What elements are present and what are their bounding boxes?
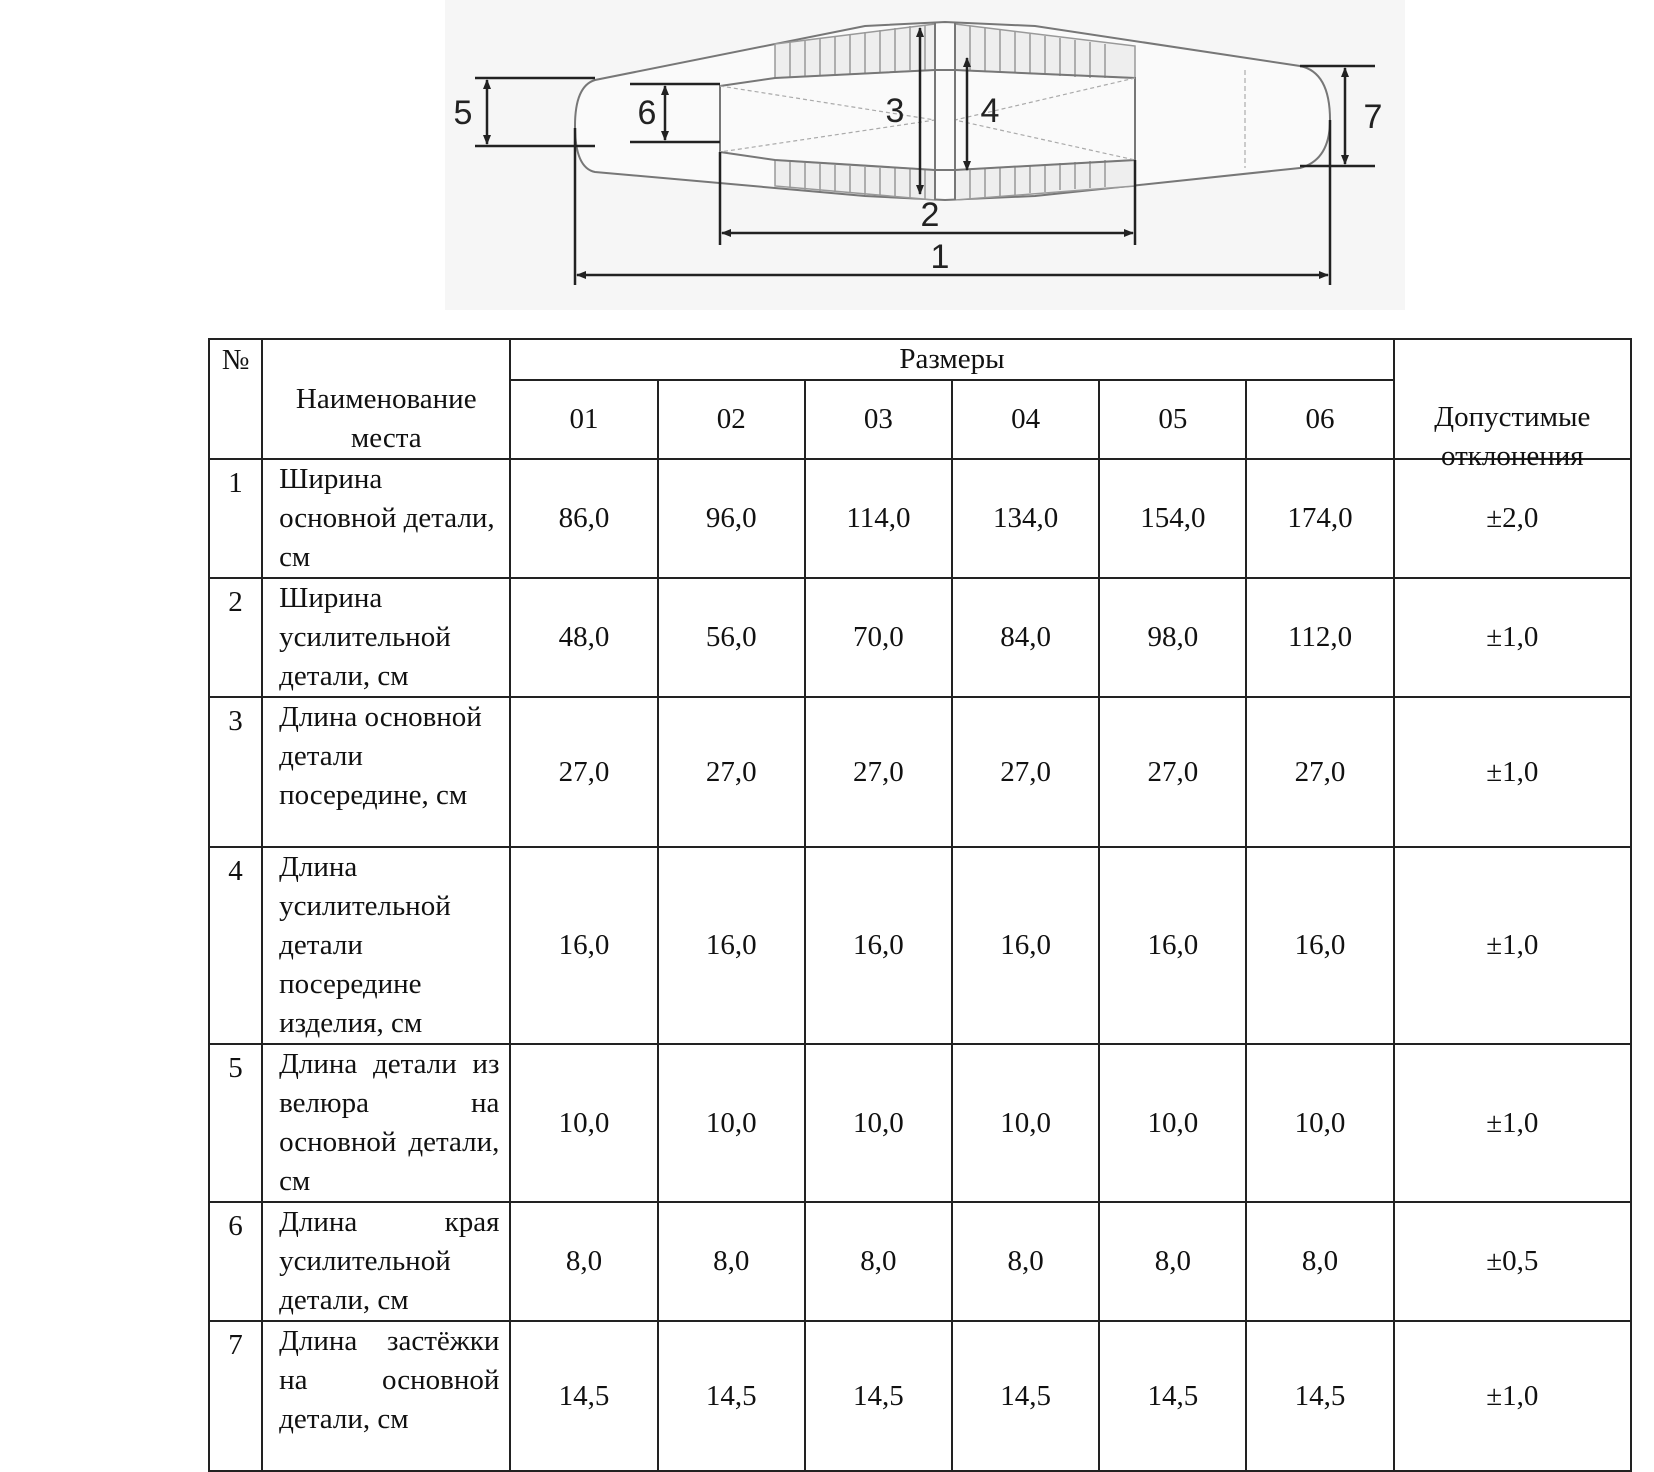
size-value-03: 14,5 — [805, 1321, 952, 1471]
size-value-01: 14,5 — [510, 1321, 657, 1471]
size-value-06: 174,0 — [1246, 459, 1393, 578]
size-value-01: 27,0 — [510, 697, 657, 847]
row-name: Длина края усилительной детали, см — [262, 1202, 510, 1321]
size-value-06: 14,5 — [1246, 1321, 1393, 1471]
dimensions-table-wrapper — [208, 338, 1632, 1472]
row-number: 2 — [209, 578, 262, 697]
size-code-05: 05 — [1099, 380, 1246, 459]
row-name: Длина застёжки на основной детали, см — [262, 1321, 510, 1471]
header-row-sizes — [209, 380, 1631, 459]
header-num-blank — [209, 380, 262, 459]
size-value-01: 86,0 — [510, 459, 657, 578]
size-code-06: 06 — [1246, 380, 1393, 459]
row-tolerance: ±1,0 — [1394, 697, 1631, 847]
size-value-03: 8,0 — [805, 1202, 952, 1321]
size-value-06: 112,0 — [1246, 578, 1393, 697]
size-value-02: 56,0 — [658, 578, 805, 697]
row-tolerance: ±1,0 — [1394, 578, 1631, 697]
dim-label-7: 7 — [1363, 98, 1383, 136]
row-number: 1 — [209, 459, 262, 578]
size-value-05: 16,0 — [1099, 847, 1246, 1044]
table-row — [209, 1202, 1631, 1321]
size-code-01: 01 — [510, 380, 657, 459]
tolerance-label: Допустимые отклонения — [1434, 401, 1591, 472]
size-value-05: 154,0 — [1099, 459, 1246, 578]
row-tolerance: ±1,0 — [1394, 1321, 1631, 1471]
size-code-03: 03 — [805, 380, 952, 459]
size-code-02: 02 — [658, 380, 805, 459]
row-name: Длина усилительной детали посередине изделия, см — [262, 847, 510, 1044]
size-value-05: 27,0 — [1099, 697, 1246, 847]
size-value-02: 14,5 — [658, 1321, 805, 1471]
dim-label-6: 6 — [637, 94, 657, 132]
size-value-02: 27,0 — [658, 697, 805, 847]
size-value-04: 14,5 — [952, 1321, 1099, 1471]
dim-label-3: 3 — [885, 92, 905, 130]
dim-label-1: 1 — [930, 238, 950, 276]
row-name: Длина основной детали посередине, см — [262, 697, 510, 847]
size-value-04: 134,0 — [952, 459, 1099, 578]
size-value-05: 10,0 — [1099, 1044, 1246, 1202]
row-tolerance: ±1,0 — [1394, 1044, 1631, 1202]
header-row-groups — [209, 339, 1631, 380]
table-row — [209, 459, 1631, 578]
size-value-05: 8,0 — [1099, 1202, 1246, 1321]
row-number: 3 — [209, 697, 262, 847]
size-value-05: 14,5 — [1099, 1321, 1246, 1471]
size-code-04: 04 — [952, 380, 1099, 459]
size-value-03: 10,0 — [805, 1044, 952, 1202]
product-drawing — [445, 0, 1405, 310]
dim-label-5: 5 — [453, 94, 473, 132]
size-value-06: 27,0 — [1246, 697, 1393, 847]
belt-diagram — [445, 0, 1405, 310]
size-value-04: 27,0 — [952, 697, 1099, 847]
size-value-01: 48,0 — [510, 578, 657, 697]
table-row — [209, 847, 1631, 1044]
table-row — [209, 697, 1631, 847]
size-value-03: 16,0 — [805, 847, 952, 1044]
row-tolerance: ±2,0 — [1394, 459, 1631, 578]
table-row — [209, 578, 1631, 697]
row-tolerance: ±0,5 — [1394, 1202, 1631, 1321]
row-name: Ширина основной детали, см — [262, 459, 510, 578]
header-name: Наименование места — [262, 380, 510, 459]
table-body — [209, 459, 1631, 1471]
size-value-02: 8,0 — [658, 1202, 805, 1321]
header-tolerance — [1394, 380, 1631, 472]
row-number: 7 — [209, 1321, 262, 1471]
size-value-04: 16,0 — [952, 847, 1099, 1044]
size-value-03: 114,0 — [805, 459, 952, 578]
size-value-06: 16,0 — [1246, 847, 1393, 1044]
size-value-03: 27,0 — [805, 697, 952, 847]
size-value-02: 96,0 — [658, 459, 805, 578]
size-value-04: 8,0 — [952, 1202, 1099, 1321]
row-name: Ширина усилительной детали, см — [262, 578, 510, 697]
table-row — [209, 1321, 1631, 1471]
size-value-04: 10,0 — [952, 1044, 1099, 1202]
size-value-06: 10,0 — [1246, 1044, 1393, 1202]
size-value-02: 16,0 — [658, 847, 805, 1044]
size-value-01: 10,0 — [510, 1044, 657, 1202]
header-sizes-group: Размеры — [510, 339, 1393, 380]
size-value-01: 16,0 — [510, 847, 657, 1044]
row-tolerance: ±1,0 — [1394, 847, 1631, 1044]
size-value-03: 70,0 — [805, 578, 952, 697]
header-empty — [262, 339, 510, 380]
row-number: 6 — [209, 1202, 262, 1321]
size-value-06: 8,0 — [1246, 1202, 1393, 1321]
size-value-01: 8,0 — [510, 1202, 657, 1321]
header-num: № — [209, 339, 262, 380]
table-row — [209, 1044, 1631, 1202]
dim-label-2: 2 — [920, 196, 940, 234]
size-value-05: 98,0 — [1099, 578, 1246, 697]
header-tolerance-top — [1394, 339, 1631, 380]
size-value-04: 84,0 — [952, 578, 1099, 697]
row-number: 4 — [209, 847, 262, 1044]
dimensions-table — [208, 338, 1632, 1472]
row-name: Длина детали из велюра на основной детали, см — [262, 1044, 510, 1202]
size-value-02: 10,0 — [658, 1044, 805, 1202]
row-number: 5 — [209, 1044, 262, 1202]
dim-label-4: 4 — [980, 92, 1000, 130]
